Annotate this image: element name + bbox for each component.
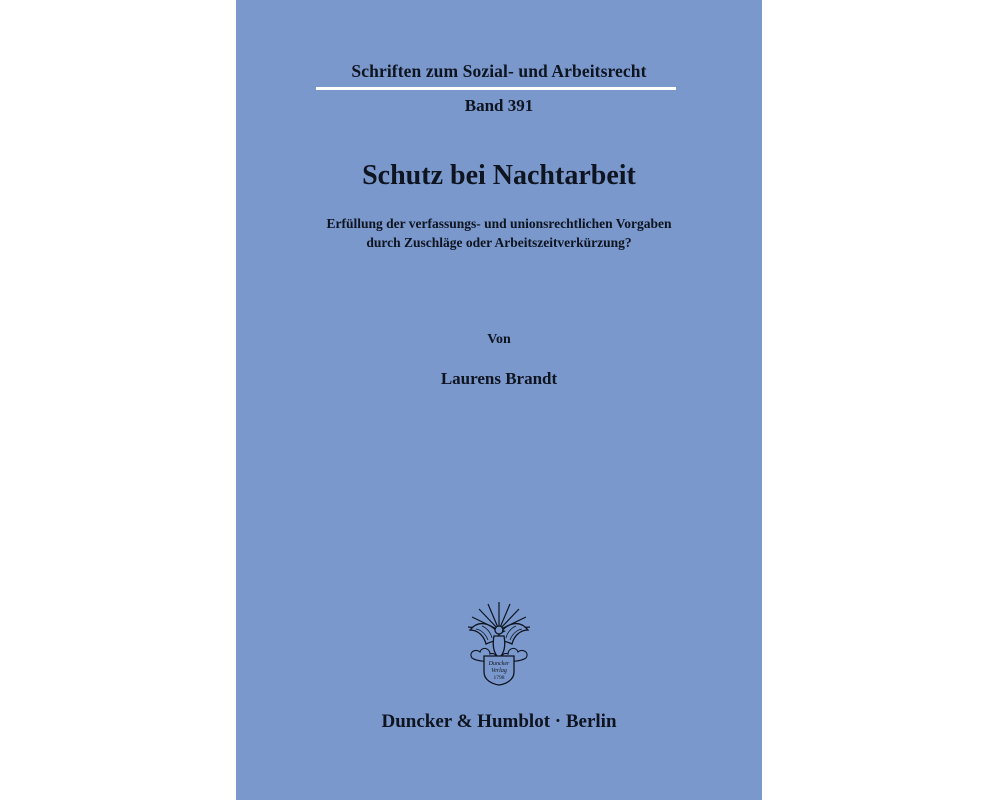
volume-number: Band 391	[464, 96, 534, 115]
svg-text:1798: 1798	[493, 675, 505, 681]
author-name: Laurens Brandt	[440, 369, 558, 388]
svg-text:Duncker: Duncker	[488, 661, 510, 667]
by-label: Von	[487, 332, 511, 347]
series-title: Schriften zum Sozial- und Arbeitsrecht	[351, 61, 647, 81]
publisher-imprint: Duncker & Humblot · Berlin	[381, 711, 617, 732]
svg-text:Verlag: Verlag	[491, 668, 507, 674]
book-cover	[236, 0, 762, 800]
eagle-emblem-icon	[464, 600, 534, 686]
subtitle-line-2: durch Zuschläge oder Arbeitszeitverkürzung?	[366, 235, 632, 250]
series-divider	[316, 87, 676, 90]
subtitle-line-1: Erfüllung der verfassungs- und unionsrechtlichen Vorgaben	[326, 216, 672, 231]
book-subtitle	[266, 214, 732, 252]
book-title: Schutz bei Nachtarbeit	[362, 160, 636, 191]
